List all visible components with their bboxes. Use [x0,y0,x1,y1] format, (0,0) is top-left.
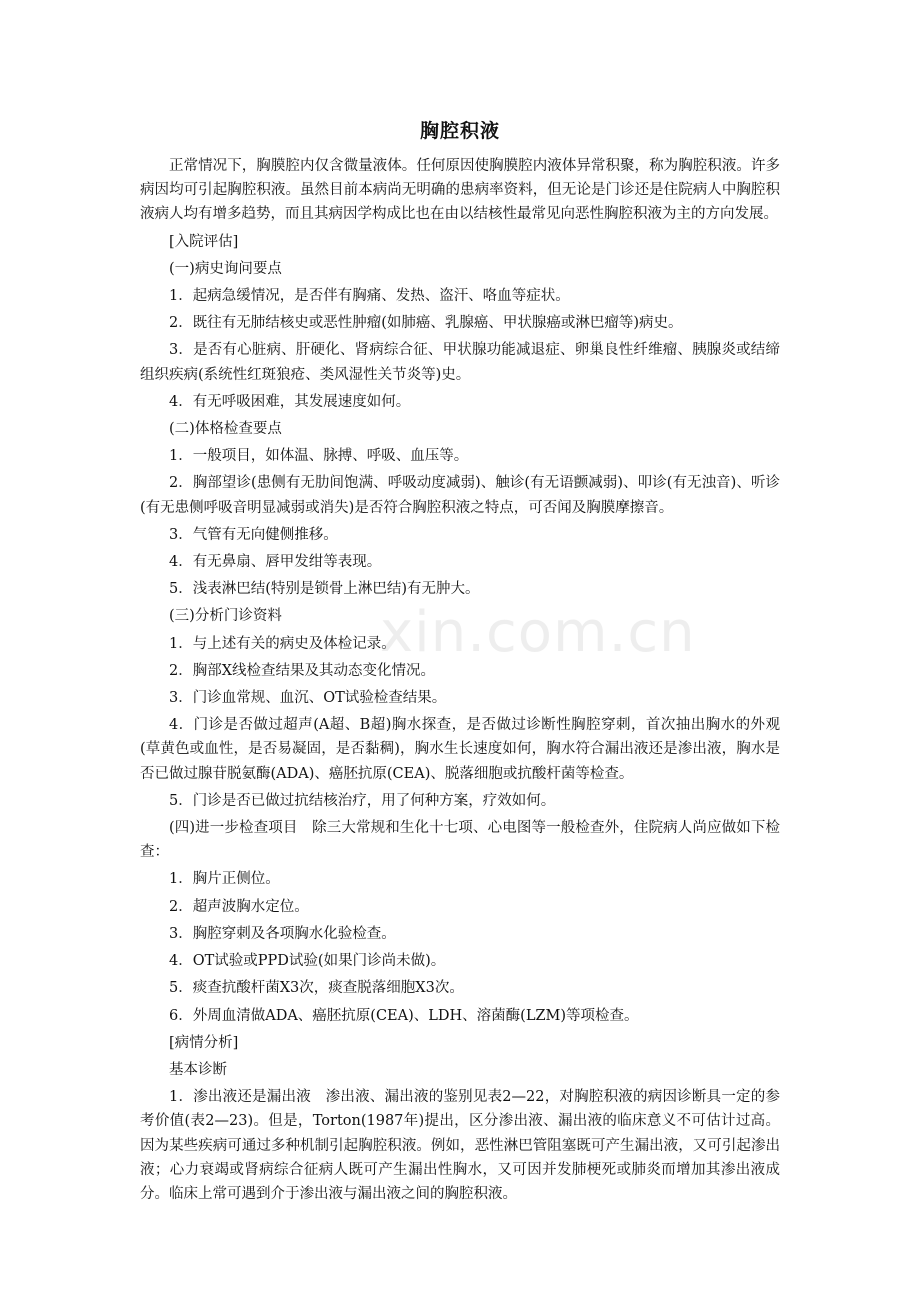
list-item: 3．门诊血常规、血沉、OT试验检查结果。 [169,690,447,707]
document-page [140,118,780,1206]
list-item: 6．外周血清做ADA、癌胚抗原(CEA)、LDH、溶菌酶(LZM)等项检查。 [169,1007,639,1024]
list-item: 1．胸片正侧位。 [169,871,280,888]
list-item: 4．有无鼻扇、唇甲发绀等表现。 [169,554,382,571]
subsection-heading-outpatient: (三)分析门诊资料 [169,608,282,625]
list-item: 4．有无呼吸困难，其发展速度如何。 [169,393,411,410]
subsection-heading-further-exam: (四)进一步检查项目 除三大常规和生化十七项、心电图等一般检查外，住院病人尚应做如下检查： [140,820,780,861]
list-item: 5．浅表淋巴结(特别是锁骨上淋巴结)有无肿大。 [169,581,480,598]
list-item: 1．一般项目，如体温、脉搏、呼吸、血压等。 [169,448,469,465]
list-item: 1．与上述有关的病史及体检记录。 [169,635,396,652]
watermark: xin.com.cn [380,600,696,665]
intro-paragraph: 正常情况下，胸膜腔内仅含微量液体。任何原因使胸膜腔内液体异常积聚，称为胸腔积液。许多病因均可引起胸腔积液。虽然目前本病尚无明确的患病率资料，但无论是门诊还是住院病人中胸腔积液病人均有增多趋势，而且其病因学构成比也在由以结核性最常见向恶性胸腔积液为主的方向发展。 [140,158,780,223]
subsection-heading-diagnosis: 基本诊断 [169,1061,227,1078]
list-item: 3．胸腔穿刺及各项胸水化验检查。 [169,925,396,942]
list-item: 2．胸部X线检查结果及其动态变化情况。 [169,662,436,679]
section-heading-analysis: [病情分析] [169,1034,239,1051]
list-item: 2．既往有无肺结核史或恶性肿瘤(如肺癌、乳腺癌、甲状腺癌或淋巴瘤等)病史。 [169,315,683,332]
list-item: 4．门诊是否做过超声(A超、B超)胸水探查，是否做过诊断性胸腔穿刺，首次抽出胸水的外观(草黄色或血性，是否易凝固，是否黏稠)，胸水生长速度如何，胸水符合漏出液还是渗出液，胸水是否已做过腺苷脱氨酶(ADA)、癌胚抗原(CEA)、脱落细胞或抗酸杆菌等检查。 [140,717,780,782]
list-item: 5．痰查抗酸杆菌X3次，痰查脱落细胞X3次。 [169,980,464,997]
list-item: 4．OT试验或PPD试验(如果门诊尚未做)。 [169,953,446,970]
diagnosis-paragraph: 1．渗出液还是漏出液 渗出液、漏出液的鉴别见表2—22，对胸腔积液的病因诊断具一定的参考价值(表2—23)。但是，Torton(1987年)提出，区分渗出液、漏出液的临床意义不可估计过高。因为某些疾病可通过多种机制引起胸腔积液。例如，恶性淋巴管阻塞既可产生漏出液，又可引起渗出液；心力衰竭或肾病综合征病人既可产生漏出性胸水，又可因并发肺梗死或肺炎而增加其渗出液成分。临床上常可遇到介于渗出液与漏出液之间的胸腔积液。 [140,1089,780,1202]
subsection-heading-exam: (二)体格检查要点 [169,421,282,438]
list-item: 2．胸部望诊(患侧有无肋间饱满、呼吸动度减弱)、触诊(有无语颤减弱)、叩诊(有无浊音)、听诊(有无患侧呼吸音明显减弱或消失)是否符合胸腔积液之特点，可否闻及胸膜摩擦音。 [140,475,780,516]
list-item: 1．起病急缓情况，是否伴有胸痛、发热、盗汗、咯血等症状。 [169,288,570,305]
list-item: 3．气管有无向健侧推移。 [169,526,338,543]
list-item: 2．超声波胸水定位。 [169,898,309,915]
subsection-heading-history: (一)病史询问要点 [169,260,282,277]
document-title: 胸腔积液 [419,120,500,142]
section-heading-admission: [入院评估] [169,233,239,250]
list-item: 3．是否有心脏病、肝硬化、肾病综合征、甲状腺功能减退症、卵巢良性纤维瘤、胰腺炎或结缔组织疾病(系统性红斑狼疮、类风湿性关节炎等)史。 [140,342,780,383]
list-item: 5．门诊是否已做过抗结核治疗，用了何种方案，疗效如何。 [169,792,556,809]
